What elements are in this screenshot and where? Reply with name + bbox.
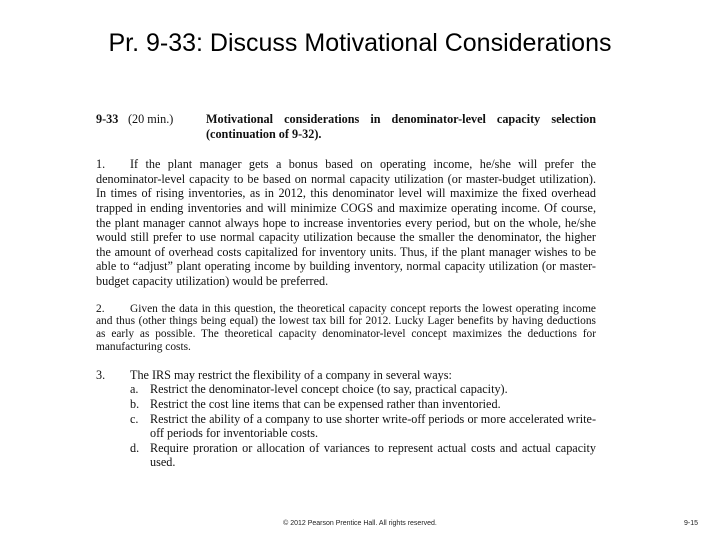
sub-item-label: d.: [130, 440, 140, 455]
problem-header: [96, 112, 596, 141]
sub-item-text: Require proration or allocation of variances to represent actual costs and actual capacity used.: [150, 440, 596, 470]
answer-item-3: [96, 368, 596, 470]
sub-item-label: c.: [130, 411, 139, 426]
slide-title: Pr. 9-33: Discuss Motivational Considerations: [108, 29, 612, 57]
item-3-label: 3.: [96, 367, 106, 382]
item-2-label: 2.: [96, 302, 105, 315]
sub-item-text: Restrict the cost line items that can be expensed rather than inventoried.: [150, 396, 501, 411]
item-1-label: 1.: [96, 157, 106, 172]
sub-item-text: Restrict the ability of a company to use shorter write-off periods or more accelerated write-off periods for inventoriable costs.: [150, 411, 596, 441]
sub-item-text: Restrict the denominator-level concept choice (to say, practical capacity).: [150, 382, 508, 397]
problem-number: 9-33: [96, 112, 119, 126]
answer-item-1: [96, 157, 596, 288]
sub-item-c: [96, 412, 596, 441]
copyright-footer: © 2012 Pearson Prentice Hall. All rights reserved.: [283, 520, 437, 527]
item-1-text: If the plant manager gets a bonus based on operating income, he/she will prefer the denominator-level capacity to be based on normal capacity utilization (or master-budget utilization). In times of rising inventories, as in 2012, this denominator level will maximize the fixed overhead trapped in ending inventories and will minimize COGS and maximize operating income. Of course, the plant manager cannot always hope to increase inventories every period, but on the whole, he/she would still prefer to use normal capacity utilization because the smaller the denominator, the higher the amount of overhead costs capitalized for inventory units. Thus, if the plant manager wishes to be able to “adjust” plant operating income by building inventory, normal capacity utilization (or master-budget capacity utilization) would be preferred.: [96, 157, 596, 288]
answer-item-2: [96, 303, 596, 354]
sub-item-a: [96, 382, 596, 397]
sub-item-b: [96, 397, 596, 412]
scanned-solution: [96, 112, 596, 470]
sub-item-d: [96, 441, 596, 470]
problem-heading: Motivational considerations in denominator-level capacity selection (continuation of 9-32).: [206, 112, 596, 141]
sub-item-label: a.: [130, 382, 139, 397]
page-number: 9-15: [683, 520, 698, 527]
problem-time: (20 min.): [128, 112, 174, 126]
item-3-lead: The IRS may restrict the flexibility of a company in several ways:: [130, 367, 452, 382]
sub-item-label: b.: [130, 396, 140, 411]
item-2-text: Given the data in this question, the theoretical capacity concept reports the lowest operating income and thus (other things being equal) the lowest tax bill for 2012. Lucky Lager benefits by having deductions as early as possible. The theoretical capacity denominator-level concept maximizes the deductions for manufacturing costs.: [96, 302, 596, 353]
